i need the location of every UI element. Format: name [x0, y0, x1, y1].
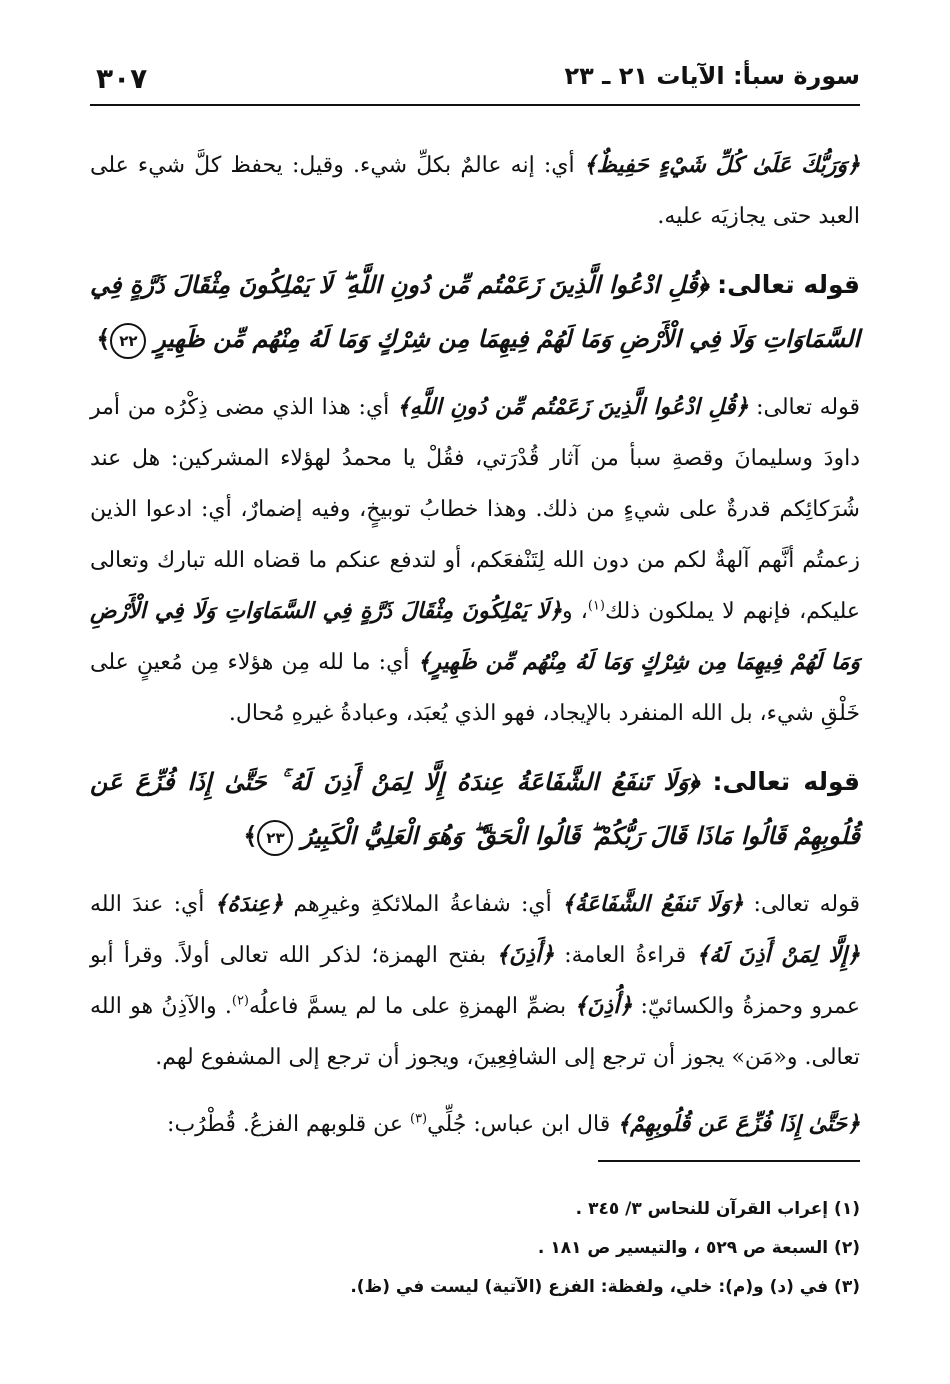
paragraph-text: أي: إنه عالمٌ بكلِّ شيء. وقيل: يحفظ كلَّ شيء على العبد حتى يجازيَه عليه. — [90, 153, 860, 229]
quran-quote: ﴿قُلِ ادْعُوا الَّذِينَ زَعَمْتُم مِّن دُونِ اللَّهِ﴾ — [396, 394, 749, 420]
paragraph-text: عن قلوبهم الفزعُ. قُطْرُب: — [167, 1112, 410, 1137]
paragraph-text: أي: ما لله مِن هؤلاء مِن مُعينٍ على خَلْقِ شيء، بل الله المنفرد بالإيجاد، فهو الذي يُعبَد، وعبادةُ غيرهِ مُحال. — [90, 650, 860, 726]
footnote-3: (٣) في (د) و(م): خلي، ولفظة: الفزع (الآتية) ليست في (ظ). — [350, 1277, 860, 1297]
footnote-marker: (٢) — [231, 993, 249, 1009]
closing-brace: ﴾ — [243, 821, 258, 850]
footnote-marker: (٣) — [409, 1111, 428, 1127]
ayah-number-badge: ٢٢ — [110, 323, 146, 359]
paragraph-text: أي: هذا الذي مضى ذِكْرُه من أمر داودَ وسليمانَ وقصةِ سبأ من آثار قُدْرَتي، فقُلْ يا محمدُ لهؤلاء المشركين: هل عند شُرَكائِكم قدرةٌ على شيءٍ من ذلك. وهذا خطابُ توبيخٍ، وفيه إضمارٌ، أي: ادعوا الذين زعمتُم أنَّهم آلهةٌ لكم من دون الله لِتَنْفعَكم، أو لتدفع عنكم ما قضاه الله تبارك وتعالى عليكم، فإنهم لا يملكون ذلك — [90, 395, 861, 624]
quran-quote: ﴿حَتَّىٰ إِذَا فُزِّعَ عَن قُلُوبِهِمْ﴾ — [617, 1111, 860, 1137]
paragraph-2 — [90, 382, 860, 739]
paragraph-text: بضمِّ الهمزةِ على ما لم يسمَّ فاعلُه — [249, 994, 575, 1019]
quran-quote: ﴿أَذِنَ﴾ — [496, 942, 555, 968]
quran-quote: ﴿أُذِنَ﴾ — [574, 993, 633, 1019]
quran-quote: ﴿لَا يَمْلِكُونَ مِثْقَالَ ذَرَّةٍ فِي السَّمَاوَاتِ وَلَا فِي الْأَرْضِ وَمَا لَهُمْ فِيهِمَا مِن شِرْكٍ وَمَا لَهُ مِنْهُم مِّن ظَهِيرٍ﴾ — [90, 598, 860, 675]
quran-quote: ﴿وَلَا تَنفَعُ الشَّفَاعَةُ﴾ — [561, 891, 744, 917]
paragraph-text: قال ابن عباس: جُلِّي — [427, 1112, 618, 1137]
closing-brace: ﴾ — [96, 324, 111, 353]
paragraph-3 — [90, 879, 860, 1083]
header-title: سورة سبأ: الآيات ٢١ ـ ٢٣ — [564, 62, 860, 90]
footnote-2: (٢) السبعة ص ٥٢٩ ، والتيسير ص ١٨١ . — [537, 1238, 860, 1258]
verse-heading-lead: قوله تعالى: — [699, 767, 860, 796]
paragraph-text: قراءةُ العامة: — [554, 943, 697, 968]
main-text — [90, 140, 860, 1150]
paragraph-1 — [90, 140, 860, 242]
paragraph-text: أي: عندَ الله — [90, 892, 215, 917]
verse-heading-23 — [90, 755, 860, 863]
paragraph-text: قوله تعالى: — [743, 892, 860, 917]
paragraph-text: قوله تعالى: — [748, 395, 861, 420]
footnote-separator — [598, 1160, 860, 1162]
footnote-marker: (١) — [587, 598, 605, 614]
quran-quote: ﴿وَرَبُّكَ عَلَىٰ كُلِّ شَيْءٍ حَفِيظٌ﴾ — [583, 152, 861, 178]
footnote-1: (١) إعراب القرآن للنحاس ٣/ ٣٤٥ . — [575, 1199, 860, 1219]
verse-heading-lead: قوله تعالى: — [708, 270, 861, 299]
paragraph-text: ، و — [561, 599, 588, 624]
quran-quote: ﴿إِلَّا لِمَنْ أَذِنَ لَهُ﴾ — [696, 942, 860, 968]
paragraph-4 — [90, 1099, 860, 1150]
quran-verse: ﴿وَلَا تَنفَعُ الشَّفَاعَةُ عِندَهُ إِلَّا لِمَنْ أَذِنَ لَهُ ۚ حَتَّىٰ إِذَا فُزِّعَ عَن قُلُوبِهِمْ قَالُوا مَاذَا قَالَ رَبُّكُمْ ۖ قَالُوا الْحَقَّ ۖ وَهُوَ الْعَلِيُّ الْكَبِيرُ — [90, 767, 860, 850]
ayah-number-badge: ٢٣ — [257, 820, 293, 856]
paragraph-text: بفتح الهمزة؛ لذكر الله تعالى أولاً. وقرأ أبو عمرو وحمزةُ والكسائيّ: — [90, 943, 860, 1019]
quran-quote: ﴿عِندَهُ﴾ — [214, 891, 284, 917]
paragraph-text: أي: شفاعةُ الملائكةِ وغيرِهم — [283, 892, 562, 917]
running-header — [90, 60, 860, 106]
paragraph-text: . والآذِنُ هو الله تعالى. و«مَن» يجوز أن ترجع إلى الشافِعِينَ، ويجوز أن ترجع إلى المشفوع لهم. — [90, 994, 860, 1070]
page-number: ٣٠٧ — [96, 62, 148, 95]
quran-verse: ﴿قُلِ ادْعُوا الَّذِينَ زَعَمْتُم مِّن دُونِ اللَّهِ ۖ لَا يَمْلِكُونَ مِثْقَالَ ذَرَّةٍ فِي السَّمَاوَاتِ وَلَا فِي الْأَرْضِ وَمَا لَهُمْ فِيهِمَا مِن شِرْكٍ وَمَا لَهُ مِنْهُم مِّن ظَهِيرٍ — [90, 270, 860, 353]
footnotes — [90, 1190, 860, 1307]
verse-heading-22 — [90, 258, 860, 366]
